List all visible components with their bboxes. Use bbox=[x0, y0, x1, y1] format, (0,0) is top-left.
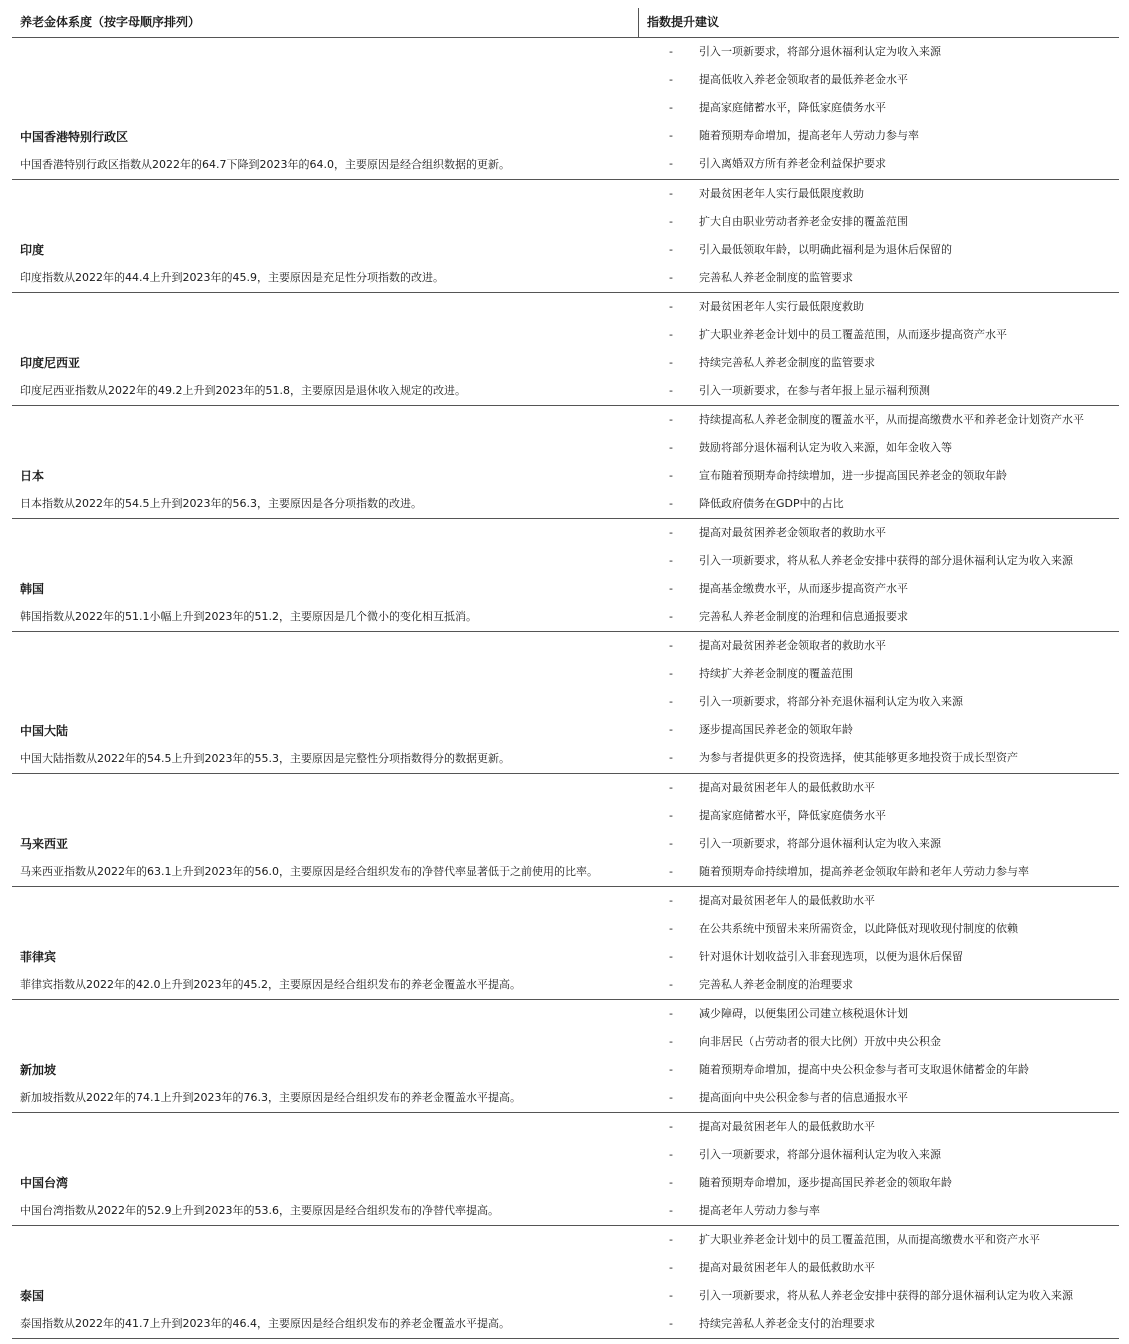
recommendation-item bbox=[639, 1062, 1119, 1090]
table-body bbox=[12, 38, 1119, 1339]
table-row bbox=[12, 519, 1119, 632]
header-recommendations-column: 指数提升建议 bbox=[647, 15, 720, 29]
recommendation-item bbox=[639, 808, 1119, 836]
bullet-dash: - bbox=[669, 187, 673, 200]
recommendation-item bbox=[639, 893, 1119, 921]
recommendation-text: 引入一项新要求，将部分退休福利认定为收入来源 bbox=[699, 1148, 941, 1161]
recommendation-item bbox=[639, 921, 1119, 949]
recommendation-text: 持续完善私人养老金支付的治理要求 bbox=[699, 1317, 875, 1330]
recommendation-text: 提高对最贫困老年人的最低救助水平 bbox=[699, 894, 875, 907]
recommendation-item bbox=[639, 666, 1119, 694]
bullet-dash: - bbox=[669, 497, 673, 510]
table-row bbox=[12, 1000, 1119, 1113]
recommendation-text: 引入一项新要求，将从私人养老金安排中获得的部分退休福利认定为收入来源 bbox=[699, 554, 1073, 567]
recommendation-item bbox=[639, 1034, 1119, 1062]
recommendation-item bbox=[639, 694, 1119, 722]
bullet-dash: - bbox=[669, 723, 673, 736]
recommendations-cell bbox=[639, 180, 1119, 292]
country-name: 马来西亚 bbox=[20, 837, 69, 851]
recommendation-text: 逐步提高国民养老金的领取年龄 bbox=[699, 723, 853, 736]
bullet-dash: - bbox=[669, 950, 673, 963]
recommendation-item bbox=[639, 355, 1119, 383]
recommendation-text: 向非居民（占劳动者的很大比例）开放中央公积金 bbox=[699, 1035, 941, 1048]
bullet-dash: - bbox=[669, 1035, 673, 1048]
recommendation-text: 提高家庭储蓄水平，降低家庭债务水平 bbox=[699, 809, 886, 822]
recommendation-item bbox=[639, 581, 1119, 609]
bullet-dash: - bbox=[669, 129, 673, 142]
country-name: 印度 bbox=[20, 243, 45, 257]
header-system-column: 养老金体系度（按字母顺序排列） bbox=[12, 8, 639, 37]
country-cell bbox=[12, 180, 639, 292]
recommendation-item bbox=[639, 722, 1119, 750]
recommendations-cell bbox=[639, 406, 1119, 518]
recommendation-item bbox=[639, 242, 1119, 270]
country-description: 中国台湾指数从2022年的52.9上升到2023年的53.6，主要原因是经合组织发布的净替代率提高。 bbox=[20, 1204, 499, 1217]
bullet-dash: - bbox=[669, 413, 673, 426]
recommendation-item bbox=[639, 44, 1119, 72]
country-name: 新加坡 bbox=[20, 1063, 57, 1077]
recommendation-text: 引入一项新要求，将部分补充退休福利认定为收入来源 bbox=[699, 695, 963, 708]
bullet-dash: - bbox=[669, 1317, 673, 1330]
recommendation-item bbox=[639, 780, 1119, 808]
country-cell bbox=[12, 1113, 639, 1225]
recommendation-item bbox=[639, 468, 1119, 496]
recommendation-text: 引入离婚双方所有养老金利益保护要求 bbox=[699, 157, 886, 170]
recommendation-text: 持续提高私人养老金制度的覆盖水平，从而提高缴费水平和养老金计划资产水平 bbox=[699, 413, 1084, 426]
country-description: 马来西亚指数从2022年的63.1上升到2023年的56.0，主要原因是经合组织发布的净替代率显著低于之前使用的比率。 bbox=[20, 865, 598, 878]
bullet-dash: - bbox=[669, 582, 673, 595]
bullet-dash: - bbox=[669, 695, 673, 708]
recommendation-item bbox=[639, 299, 1119, 327]
recommendation-text: 持续完善私人养老金制度的监管要求 bbox=[699, 356, 875, 369]
country-description: 新加坡指数从2022年的74.1上升到2023年的76.3，主要原因是经合组织发布的养老金覆盖水平提高。 bbox=[20, 1091, 521, 1104]
bullet-dash: - bbox=[669, 667, 673, 680]
country-name: 菲律宾 bbox=[20, 950, 57, 964]
country-description: 日本指数从2022年的54.5上升到2023年的56.3，主要原因是各分项指数的改进。 bbox=[20, 497, 422, 510]
bullet-dash: - bbox=[669, 837, 673, 850]
recommendations-cell bbox=[639, 293, 1119, 405]
bullet-dash: - bbox=[669, 865, 673, 878]
table-row bbox=[12, 38, 1119, 180]
recommendation-item bbox=[639, 1316, 1119, 1344]
recommendation-text: 提高老年人劳动力参与率 bbox=[699, 1204, 820, 1217]
bullet-dash: - bbox=[669, 809, 673, 822]
recommendation-text: 提高低收入养老金领取者的最低养老金水平 bbox=[699, 73, 908, 86]
recommendation-item bbox=[639, 553, 1119, 581]
recommendation-text: 扩大自由职业劳动者养老金安排的覆盖范围 bbox=[699, 215, 908, 228]
country-cell bbox=[12, 774, 639, 886]
table-row bbox=[12, 406, 1119, 519]
bullet-dash: - bbox=[669, 526, 673, 539]
bullet-dash: - bbox=[669, 73, 673, 86]
recommendation-text: 在公共系统中预留未来所需资金，以此降低对现收现付制度的依赖 bbox=[699, 922, 1018, 935]
recommendation-text: 对最贫困老年人实行最低限度救助 bbox=[699, 300, 864, 313]
recommendation-text: 引入一项新要求，将从私人养老金安排中获得的部分退休福利认定为收入来源 bbox=[699, 1289, 1073, 1302]
table-header bbox=[12, 8, 1119, 38]
recommendation-text: 引入一项新要求，将部分退休福利认定为收入来源 bbox=[699, 837, 941, 850]
bullet-dash: - bbox=[669, 300, 673, 313]
country-name: 泰国 bbox=[20, 1289, 45, 1303]
country-name: 中国香港特别行政区 bbox=[20, 130, 129, 144]
recommendation-item bbox=[639, 440, 1119, 468]
recommendation-text: 随着预期寿命持续增加，提高养老金领取年龄和老年人劳动力参与率 bbox=[699, 865, 1029, 878]
recommendation-item bbox=[639, 1147, 1119, 1175]
bullet-dash: - bbox=[669, 751, 673, 764]
recommendations-cell bbox=[639, 38, 1119, 179]
country-description: 中国大陆指数从2022年的54.5上升到2023年的55.3，主要原因是完整性分项指数得分的数据更新。 bbox=[20, 752, 510, 765]
bullet-dash: - bbox=[669, 441, 673, 454]
bullet-dash: - bbox=[669, 215, 673, 228]
recommendation-item bbox=[639, 1260, 1119, 1288]
recommendations-cell bbox=[639, 774, 1119, 886]
recommendation-item bbox=[639, 214, 1119, 242]
recommendation-text: 完善私人养老金制度的治理和信息通报要求 bbox=[699, 610, 908, 623]
country-cell bbox=[12, 1000, 639, 1112]
recommendation-text: 提高基金缴费水平，从而逐步提高资产水平 bbox=[699, 582, 908, 595]
recommendation-text: 引入一项新要求，在参与者年报上显示福利预测 bbox=[699, 384, 930, 397]
recommendation-item bbox=[639, 128, 1119, 156]
recommendation-text: 提高对最贫困养老金领取者的救助水平 bbox=[699, 526, 886, 539]
recommendation-text: 减少障碍，以便集团公司建立核税退休计划 bbox=[699, 1007, 908, 1020]
bullet-dash: - bbox=[669, 1233, 673, 1246]
country-name: 日本 bbox=[20, 469, 45, 483]
country-name: 韩国 bbox=[20, 582, 45, 596]
bullet-dash: - bbox=[669, 45, 673, 58]
bullet-dash: - bbox=[669, 384, 673, 397]
bullet-dash: - bbox=[669, 554, 673, 567]
recommendation-item bbox=[639, 525, 1119, 553]
recommendation-item bbox=[639, 949, 1119, 977]
recommendation-item bbox=[639, 1232, 1119, 1260]
recommendations-cell bbox=[639, 887, 1119, 999]
country-cell bbox=[12, 632, 639, 773]
recommendation-text: 扩大职业养老金计划中的员工覆盖范围，从而提高缴费水平和资产水平 bbox=[699, 1233, 1040, 1246]
recommendation-item bbox=[639, 186, 1119, 214]
bullet-dash: - bbox=[669, 1176, 673, 1189]
recommendations-cell bbox=[639, 632, 1119, 773]
recommendation-item bbox=[639, 836, 1119, 864]
recommendation-item bbox=[639, 1119, 1119, 1147]
recommendation-item bbox=[639, 327, 1119, 355]
country-name: 中国台湾 bbox=[20, 1176, 69, 1190]
recommendation-item bbox=[639, 72, 1119, 100]
table-row bbox=[12, 1226, 1119, 1339]
recommendation-text: 完善私人养老金制度的治理要求 bbox=[699, 978, 853, 991]
bullet-dash: - bbox=[669, 1204, 673, 1217]
country-cell bbox=[12, 38, 639, 179]
bullet-dash: - bbox=[669, 243, 673, 256]
pension-recommendations-table bbox=[12, 8, 1119, 1339]
country-cell bbox=[12, 887, 639, 999]
country-name: 印度尼西亚 bbox=[20, 356, 81, 370]
bullet-dash: - bbox=[669, 1289, 673, 1302]
bullet-dash: - bbox=[669, 610, 673, 623]
recommendations-cell bbox=[639, 1000, 1119, 1112]
recommendation-item bbox=[639, 1288, 1119, 1316]
table-row bbox=[12, 293, 1119, 406]
country-description: 菲律宾指数从2022年的42.0上升到2023年的45.2，主要原因是经合组织发布的养老金覆盖水平提高。 bbox=[20, 978, 521, 991]
bullet-dash: - bbox=[669, 781, 673, 794]
bullet-dash: - bbox=[669, 328, 673, 341]
recommendation-text: 随着预期寿命增加，提高中央公积金参与者可支取退休储蓄金的年龄 bbox=[699, 1063, 1029, 1076]
recommendation-item bbox=[639, 1006, 1119, 1034]
recommendation-text: 宣布随着预期寿命持续增加，进一步提高国民养老金的领取年龄 bbox=[699, 469, 1007, 482]
recommendation-item bbox=[639, 638, 1119, 666]
bullet-dash: - bbox=[669, 1091, 673, 1104]
bullet-dash: - bbox=[669, 1007, 673, 1020]
bullet-dash: - bbox=[669, 978, 673, 991]
recommendation-item bbox=[639, 412, 1119, 440]
bullet-dash: - bbox=[669, 639, 673, 652]
country-cell bbox=[12, 1226, 639, 1338]
recommendation-text: 提高对最贫困老年人的最低救助水平 bbox=[699, 781, 875, 794]
country-cell bbox=[12, 519, 639, 631]
bullet-dash: - bbox=[669, 1120, 673, 1133]
recommendation-text: 提高对最贫困老年人的最低救助水平 bbox=[699, 1120, 875, 1133]
country-cell bbox=[12, 293, 639, 405]
recommendation-text: 提高面向中央公积金参与者的信息通报水平 bbox=[699, 1091, 908, 1104]
recommendation-text: 对最贫困老年人实行最低限度救助 bbox=[699, 187, 864, 200]
recommendation-text: 随着预期寿命增加，提高老年人劳动力参与率 bbox=[699, 129, 919, 142]
recommendations-cell bbox=[639, 1113, 1119, 1225]
recommendation-text: 提高对最贫困老年人的最低救助水平 bbox=[699, 1261, 875, 1274]
bullet-dash: - bbox=[669, 469, 673, 482]
recommendation-text: 完善私人养老金制度的监管要求 bbox=[699, 271, 853, 284]
bullet-dash: - bbox=[669, 101, 673, 114]
table-row bbox=[12, 180, 1119, 293]
country-name: 中国大陆 bbox=[20, 724, 69, 738]
recommendation-text: 持续扩大养老金制度的覆盖范围 bbox=[699, 667, 853, 680]
recommendation-text: 鼓励将部分退休福利认定为收入来源，如年金收入等 bbox=[699, 441, 952, 454]
bullet-dash: - bbox=[669, 922, 673, 935]
bullet-dash: - bbox=[669, 1261, 673, 1274]
recommendation-text: 针对退休计划收益引入非套现选项，以便为退休后保留 bbox=[699, 950, 963, 963]
bullet-dash: - bbox=[669, 894, 673, 907]
country-description: 中国香港特别行政区指数从2022年的64.7下降到2023年的64.0，主要原因是经合组织数据的更新。 bbox=[20, 158, 510, 171]
country-description: 泰国指数从2022年的41.7上升到2023年的46.4，主要原因是经合组织发布的养老金覆盖水平提高。 bbox=[20, 1317, 510, 1330]
recommendation-item bbox=[639, 1175, 1119, 1203]
recommendation-text: 引入最低领取年龄，以明确此福利是为退休后保留的 bbox=[699, 243, 952, 256]
recommendations-cell bbox=[639, 1226, 1119, 1338]
table-row bbox=[12, 774, 1119, 887]
bullet-dash: - bbox=[669, 1063, 673, 1076]
country-description: 韩国指数从2022年的51.1小幅上升到2023年的51.2，主要原因是几个微小的变化相互抵消。 bbox=[20, 610, 477, 623]
recommendation-text: 降低政府债务在GDP中的占比 bbox=[699, 497, 844, 510]
bullet-dash: - bbox=[669, 157, 673, 170]
country-description: 印度尼西亚指数从2022年的49.2上升到2023年的51.8，主要原因是退休收入规定的改进。 bbox=[20, 384, 466, 397]
bullet-dash: - bbox=[669, 356, 673, 369]
recommendation-item bbox=[639, 100, 1119, 128]
table-row bbox=[12, 887, 1119, 1000]
bullet-dash: - bbox=[669, 271, 673, 284]
recommendation-text: 扩大职业养老金计划中的员工覆盖范围，从而逐步提高资产水平 bbox=[699, 328, 1007, 341]
recommendation-text: 提高家庭储蓄水平，降低家庭债务水平 bbox=[699, 101, 886, 114]
country-description: 印度指数从2022年的44.4上升到2023年的45.9，主要原因是充足性分项指数的改进。 bbox=[20, 271, 444, 284]
bullet-dash: - bbox=[669, 1148, 673, 1161]
recommendation-text: 为参与者提供更多的投资选择，使其能够更多地投资于成长型资产 bbox=[699, 751, 1018, 764]
country-cell bbox=[12, 406, 639, 518]
recommendation-text: 引入一项新要求，将部分退休福利认定为收入来源 bbox=[699, 45, 941, 58]
table-row bbox=[12, 1113, 1119, 1226]
recommendations-cell bbox=[639, 519, 1119, 631]
recommendation-text: 提高对最贫困养老金领取者的救助水平 bbox=[699, 639, 886, 652]
recommendation-text: 随着预期寿命增加，逐步提高国民养老金的领取年龄 bbox=[699, 1176, 952, 1189]
table-row bbox=[12, 632, 1119, 774]
